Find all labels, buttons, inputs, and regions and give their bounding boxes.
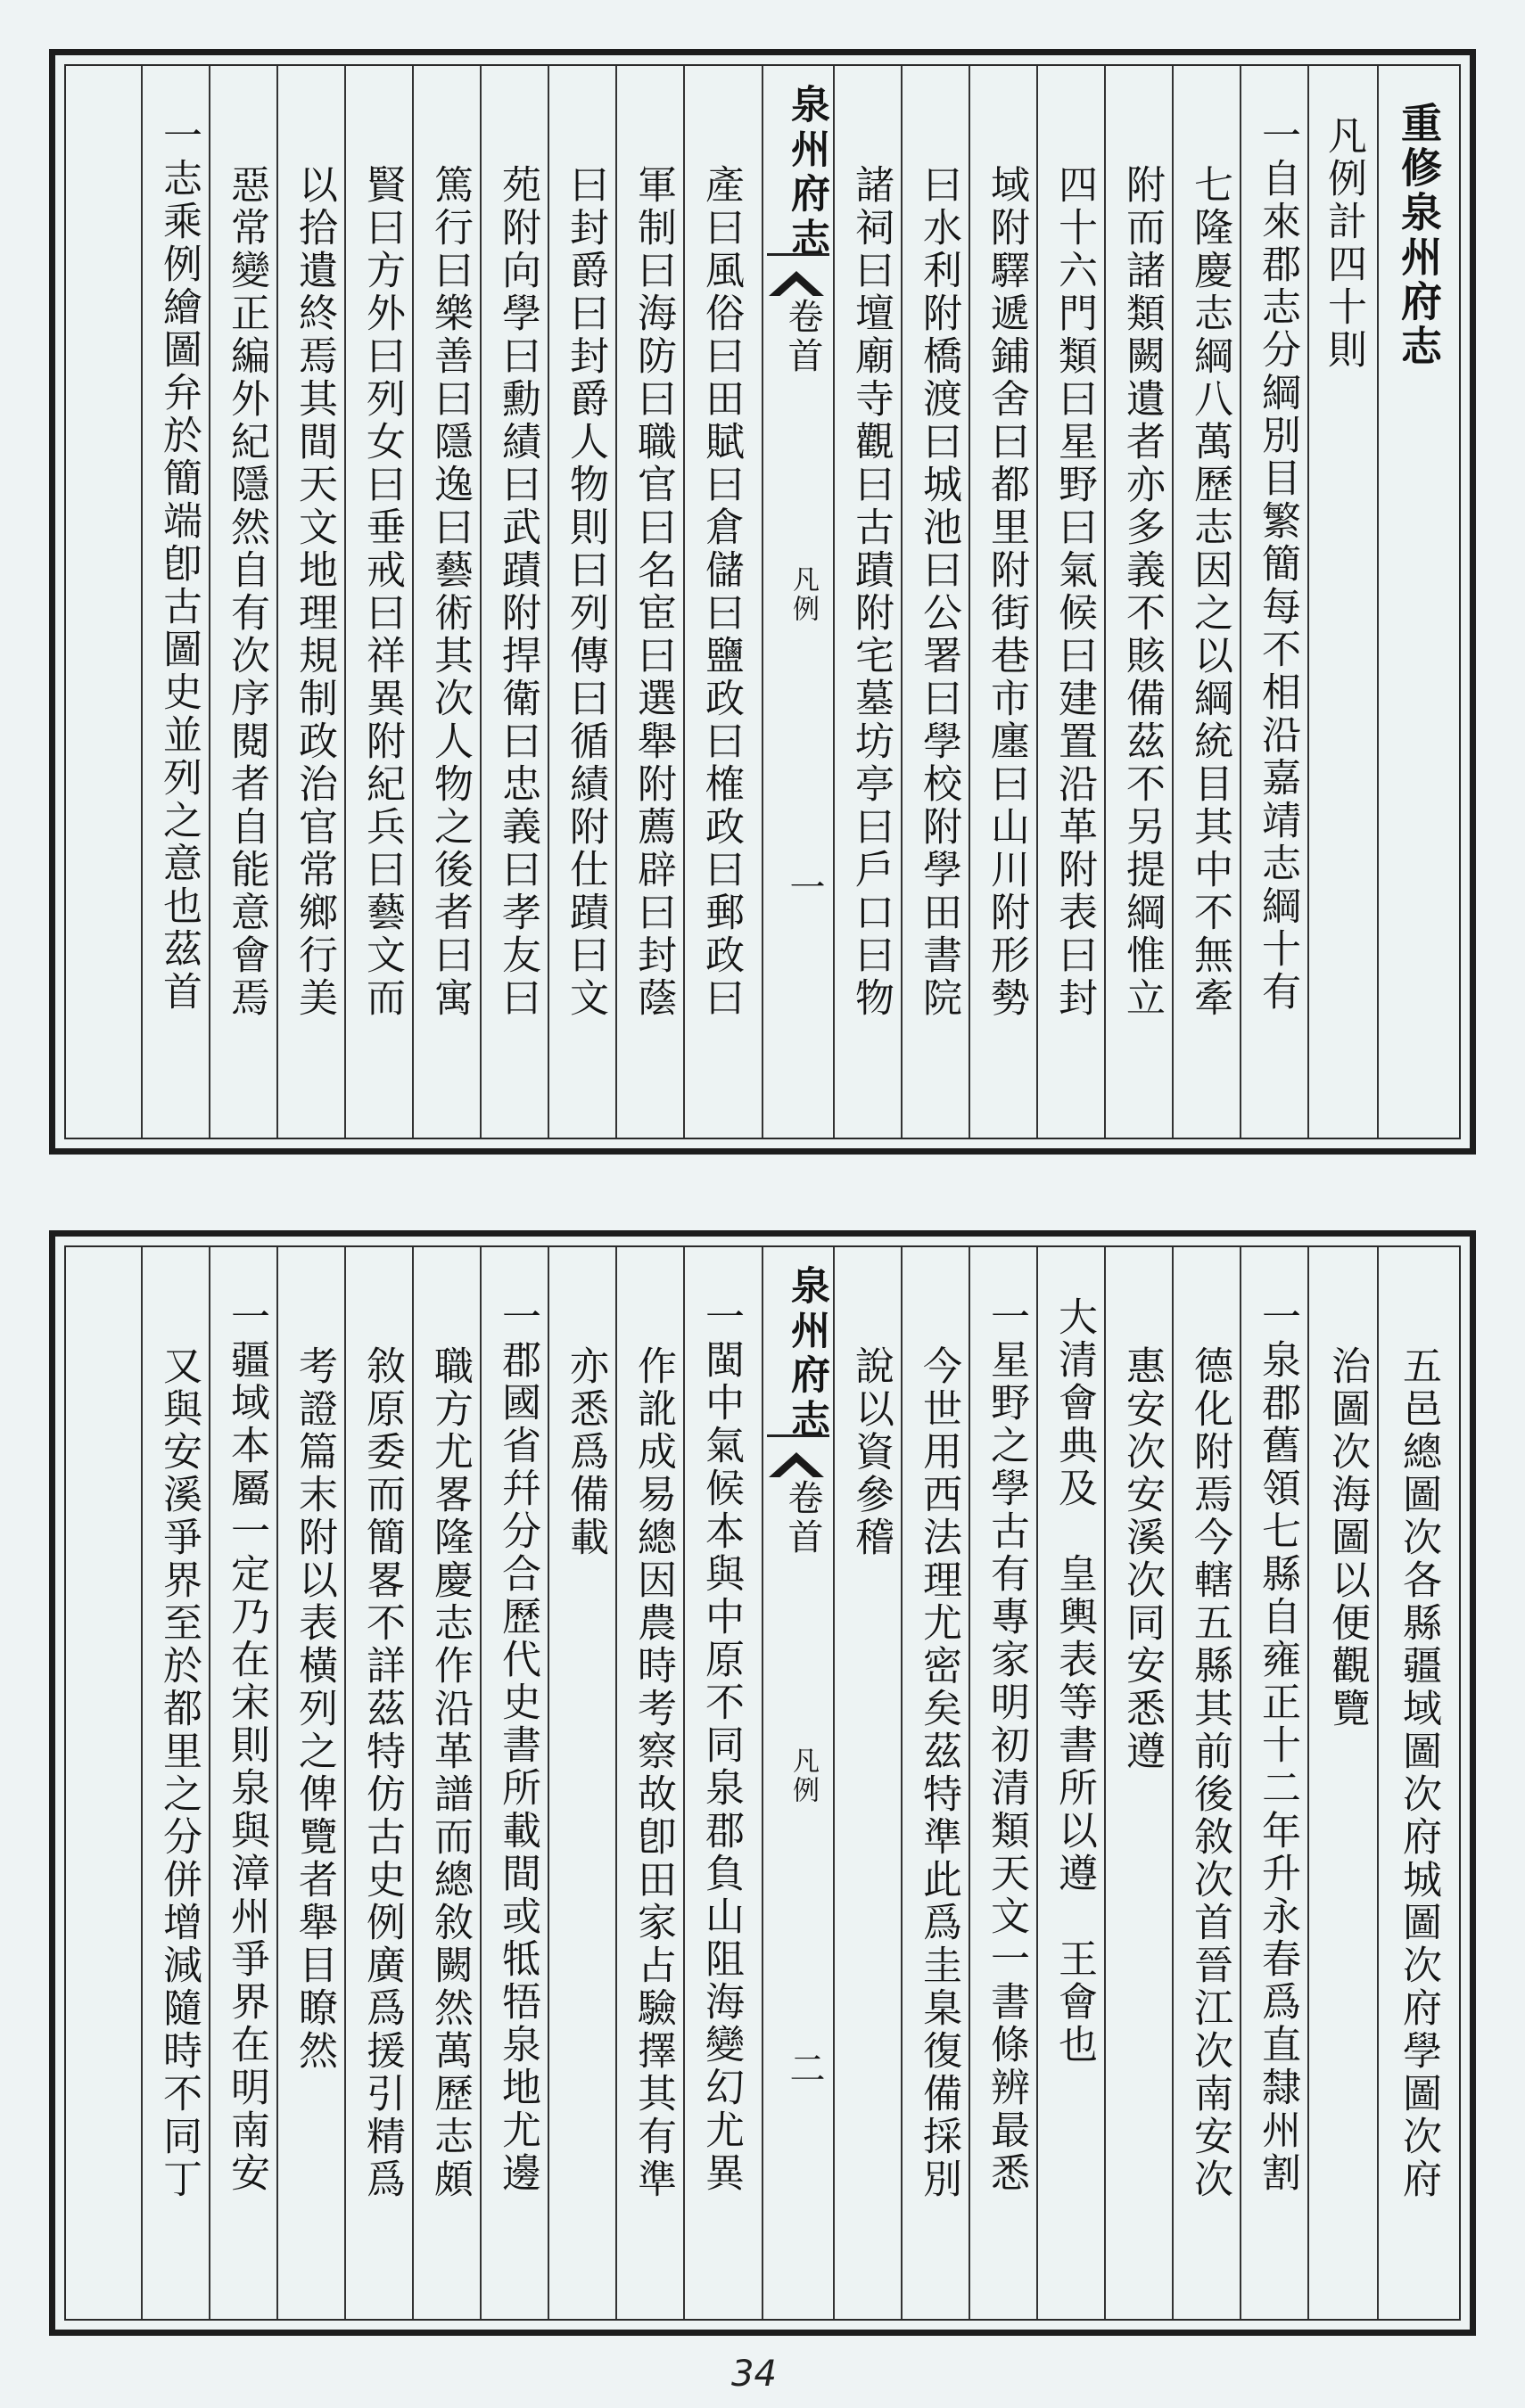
- column-rule: [548, 1247, 549, 2319]
- column-rule: [969, 1247, 970, 2319]
- column-rule: [412, 1247, 414, 2319]
- text-column: 今世用西法理尤密矣茲特準此爲圭臬復備採別: [916, 1345, 961, 2201]
- column-rule: [683, 1247, 685, 2319]
- heart-folio: 二: [784, 2050, 825, 2085]
- text-column: 產曰風俗曰田賦曰倉儲曰鹽政曰榷政曰郵政曰: [698, 164, 744, 1020]
- text-column: 篤行曰樂善曰隱逸曰藝術其次人物之後者曰寓: [427, 164, 473, 1020]
- text-column: 作訛成易總因農時考察故卽田家占驗擇其有準: [631, 1345, 676, 2201]
- block-heart: [762, 66, 835, 1138]
- text-column: 賢曰方外曰列女曰垂戒曰祥異附紀兵曰藝文而: [359, 164, 405, 1020]
- column-rule: [276, 1247, 278, 2319]
- text-column: 一疆域本屬一定乃在宋則泉與漳州爭界在明南安: [224, 1296, 269, 2195]
- column-rule: [901, 66, 903, 1138]
- column-rule: [344, 1247, 346, 2319]
- text-column: 一閩中氣候本與中原不同泉郡負山阻海變幻尤異: [698, 1296, 744, 2195]
- column-rule: [969, 66, 970, 1138]
- text-column: 軍制曰海防曰職官曰名宦曰選舉附薦辟曰封蔭: [631, 164, 676, 1020]
- column-rule: [276, 66, 278, 1138]
- column-rule: [1036, 66, 1038, 1138]
- text-column: 以拾遺終焉其間天文地理規制政治官常鄉行美: [292, 164, 337, 1020]
- text-column: 惡常變正編外紀隱然自有次序閱者自能意會焉: [224, 164, 269, 1020]
- text-column: 又與安溪爭界至於都里之分併增減隨時不同丁: [156, 1345, 202, 2201]
- heart-section: 凡例: [787, 565, 819, 624]
- column-rule: [1377, 1247, 1379, 2319]
- column-rule: [141, 66, 143, 1138]
- column-rule: [480, 66, 482, 1138]
- text-column: 七隆慶志綱八萬歷志因之以綱統目其中不無牽: [1187, 164, 1232, 1020]
- text-column: 說以資參稽: [848, 1345, 894, 1559]
- text-column: 曰封爵曰封爵人物則曰列傳曰循績附仕蹟曰文: [563, 164, 608, 1020]
- column-rule: [1172, 1247, 1174, 2319]
- page-lower: [49, 1230, 1476, 2336]
- column-rule: [615, 1247, 617, 2319]
- text-column: 一泉郡舊領七縣自雍正十二年升永春爲直隸州割: [1255, 1296, 1300, 2195]
- column-rule: [1104, 1247, 1106, 2319]
- column-rule: [1240, 1247, 1241, 2319]
- column-rule: [1172, 66, 1174, 1138]
- heart-book-name: 泉州府志: [784, 1265, 829, 1443]
- heart-juan: 卷首: [782, 1479, 823, 1557]
- text-column: 德化附焉今轄五縣其前後敘次首晉江次南安次: [1187, 1345, 1232, 2201]
- text-column: 亦悉爲備載: [563, 1345, 608, 1559]
- column-rule: [209, 66, 210, 1138]
- block-heart: [762, 1247, 835, 2319]
- page-upper-frame: [66, 66, 1459, 1138]
- text-column: 五邑總圖次各縣疆域圖次府城圖次府學圖次府: [1396, 1345, 1441, 2201]
- heart-juan: 卷首: [782, 298, 823, 376]
- text-column: 域附驛遞鋪舍曰都里附街巷市廛曰山川附形勢: [984, 164, 1029, 1020]
- fanli-heading: 凡例計四十則: [1321, 115, 1366, 372]
- column-rule: [141, 1247, 143, 2319]
- text-column: 曰水利附橋渡曰城池曰公署曰學校附學田書院: [916, 164, 961, 1020]
- text-column: 惠安次安溪次同安悉遵: [1119, 1345, 1165, 1773]
- heart-rule: [767, 1434, 829, 1437]
- heart-section: 凡例: [787, 1746, 819, 1805]
- text-column: 附而諸類闕遺者亦多義不賅備茲不另提綱惟立: [1119, 164, 1165, 1020]
- column-rule: [1377, 66, 1379, 1138]
- text-column: 諸祠曰壇廟寺觀曰古蹟附宅墓坊亭曰戶口曰物: [848, 164, 894, 1020]
- heart-rule: [767, 253, 829, 256]
- text-column: 一星野之學古有專家明初清類天文一書條辨最悉: [984, 1296, 1029, 2195]
- column-rule: [1307, 66, 1309, 1138]
- text-column: 大清會典及 皇輿表等書所以遵 王會也: [1051, 1296, 1097, 2067]
- column-rule: [901, 1247, 903, 2319]
- text-column: 苑附向學曰勳績曰武蹟附捍衛曰忠義曰孝友曰: [495, 164, 540, 1020]
- column-rule: [615, 66, 617, 1138]
- sheet-number: 34: [731, 2354, 777, 2395]
- text-column: 四十六門類曰星野曰氣候曰建置沿革附表曰封: [1051, 164, 1097, 1020]
- text-column: 一自來郡志分綱別目繁簡每不相沿嘉靖志綱十有: [1255, 115, 1300, 1014]
- column-rule: [480, 1247, 482, 2319]
- text-column: 一郡國省幷分合歷代史書所載間或牴牾泉地尤邊: [495, 1296, 540, 2195]
- column-rule: [548, 66, 549, 1138]
- column-rule: [1307, 1247, 1309, 2319]
- text-column: 一志乘例繪圖弁於簡端卽古圖史並列之意也茲首: [156, 115, 202, 1014]
- column-rule: [412, 66, 414, 1138]
- heart-folio: 一: [784, 868, 825, 904]
- text-column: 職方尤畧隆慶志作沿革譜而總敘闕然萬歷志頗: [427, 1345, 473, 2201]
- text-column: 敘原委而簡畧不詳茲特仿古史例廣爲援引精爲: [359, 1345, 405, 2201]
- heart-book-name: 泉州府志: [784, 84, 829, 262]
- column-rule: [1036, 1247, 1038, 2319]
- text-column: 考證篇末附以表橫列之俾覽者舉目瞭然: [292, 1345, 337, 2073]
- column-rule: [1104, 66, 1106, 1138]
- fish-tail-icon: [769, 1452, 824, 1477]
- text-column: 治圖次海圖以便觀覽: [1324, 1345, 1370, 1730]
- column-rule: [683, 66, 685, 1138]
- book-title: 重修泉州府志: [1395, 102, 1443, 369]
- page-lower-frame: [66, 1247, 1459, 2319]
- column-rule: [1240, 66, 1241, 1138]
- column-rule: [209, 1247, 210, 2319]
- fish-tail-icon: [769, 271, 824, 296]
- page-upper: [49, 49, 1476, 1155]
- column-rule: [344, 66, 346, 1138]
